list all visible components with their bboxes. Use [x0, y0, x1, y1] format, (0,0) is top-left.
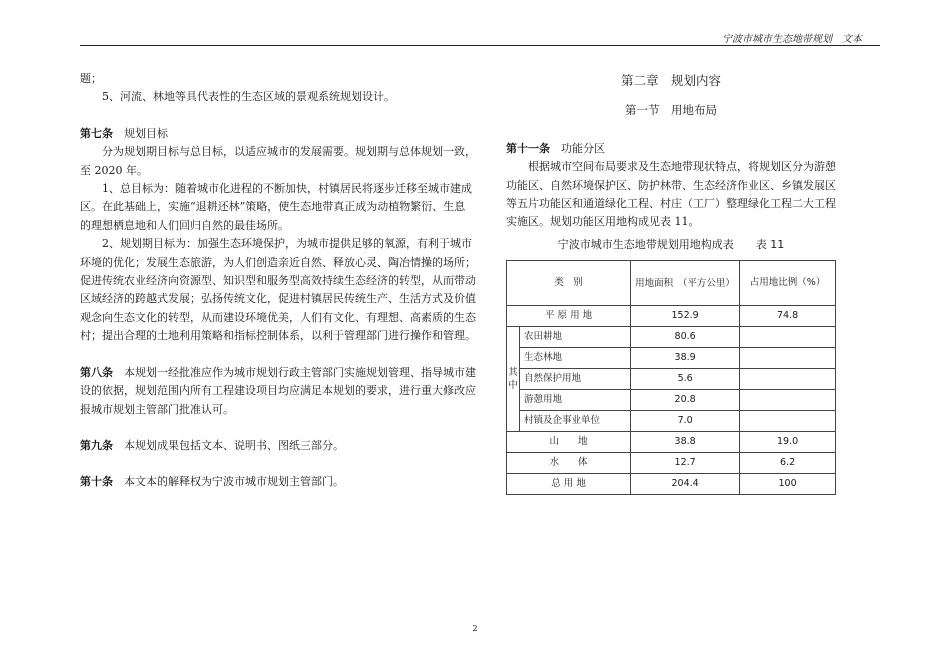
sub-row-label: 农田耕地 [520, 327, 631, 348]
table-row [507, 369, 836, 390]
header-ratio: 占用地比例（%） [740, 261, 836, 306]
table-row [507, 306, 836, 327]
sub-row-area: 38.9 [631, 348, 740, 369]
row-plain-ratio: 74.8 [740, 306, 836, 327]
section-title: 第一节 用地布局 [625, 103, 717, 118]
sub-row-label: 自然保护用地 [520, 369, 631, 390]
sub-row-ratio-empty [740, 390, 836, 411]
row-total-ratio: 100 [740, 474, 836, 495]
sub-row-label: 生态林地 [520, 348, 631, 369]
sub-row-label: 村镇及企事业单位 [520, 411, 631, 432]
sub-row-area: 20.8 [631, 390, 740, 411]
table-row [507, 432, 836, 453]
article-10-text: 本文本的解释权为宁波市城市规划主管部门。 [124, 475, 344, 489]
row-water-label: 水 体 [507, 453, 631, 474]
row-plain-label: 平 原 用 地 [507, 306, 631, 327]
header-category: 类 别 [507, 261, 631, 306]
land-use-table [506, 260, 836, 495]
table-row [507, 348, 836, 369]
row-mountain-area: 38.8 [631, 432, 740, 453]
article-10-title: 第十条 [80, 475, 113, 489]
table-row [507, 390, 836, 411]
sub-row-area: 7.0 [631, 411, 740, 432]
article-8-text: 本规划一经批准应作为城市规划行政主管部门实施规划管理、指导城市建设的依据，规划范围内所有工程建设项目均应满足本规划的要求，进行重大修改应报城市规划主管部门批准认可。 [80, 365, 476, 416]
article-7-heading [80, 125, 476, 143]
page-number: 2 [472, 624, 478, 633]
table-caption: 宁波市城市生态地带规划用地构成表 表 11 [557, 237, 785, 251]
sub-row-ratio-empty [740, 327, 836, 348]
sub-row-ratio-empty [740, 411, 836, 432]
article-7-para-2: 1、总目标为：随着城市化进程的不断加快，村镇居民将逐步迁移至城市建成区。在此基础上，实施“退耕还林”策略，使生态地带真正成为动植物繁衍、生息的理想栖息地和人们回归自然的最佳场所。 [80, 182, 472, 232]
article-9-title: 第九条 [80, 438, 113, 452]
article-11-title: 第十一条 [506, 141, 550, 155]
article-9-text: 本规划成果包括文本、说明书、图纸三部分。 [124, 438, 344, 452]
sub-row-area: 80.6 [631, 327, 740, 348]
right-column [506, 70, 836, 495]
article-10 [80, 473, 476, 491]
row-total-label: 总 用 地 [507, 474, 631, 495]
header-rule [80, 45, 880, 46]
row-mountain-label: 山 地 [507, 432, 631, 453]
table-row [507, 411, 836, 432]
article-7-title: 第七条 [80, 126, 113, 140]
table-row [507, 453, 836, 474]
sub-row-area: 5.6 [631, 369, 740, 390]
running-header: 宁波市城市生态地带规划 文本 [722, 34, 862, 45]
article-8-title: 第八条 [80, 365, 113, 379]
article-7-para-1: 分为规划期目标与总目标，以适应城市的发展需要。规划期与总体规划一致，至 2020 年。 [80, 145, 476, 177]
item-5: 5、河流、林地等具代表性的生态区域的景观系统规划设计。 [102, 90, 395, 104]
row-total-area: 204.4 [631, 474, 740, 495]
table-row [507, 474, 836, 495]
article-11-subject: 功能分区 [561, 141, 605, 155]
table-header-row [507, 261, 836, 306]
left-column [80, 70, 476, 492]
sub-group-label: 其中 [507, 327, 520, 432]
article-11-heading [506, 140, 836, 158]
sub-row-label: 游憩用地 [520, 390, 631, 411]
table-row [507, 327, 836, 348]
article-11-text: 根据城市空间布局要求及生态地带现状特点，将规划区分为游憩功能区、自然环境保护区、防护林带、生态经济作业区、乡镇发展区等五片功能区和通道绿化工程、村庄（工厂）整理绿化工程二大工程实施区。规划功能区用地构成见表 11。 [506, 160, 836, 229]
article-9 [80, 437, 476, 455]
row-plain-area: 152.9 [631, 306, 740, 327]
sub-row-ratio-empty [740, 348, 836, 369]
header-area: 用地面积 （平方公里） [631, 261, 740, 306]
row-water-ratio: 6.2 [740, 453, 836, 474]
row-mountain-ratio: 19.0 [740, 432, 836, 453]
chapter-title: 第二章 规划内容 [620, 73, 721, 88]
row-water-area: 12.7 [631, 453, 740, 474]
article-8 [80, 364, 476, 419]
continuation-text: 题； [80, 72, 102, 85]
article-7-para-3: 2、规划期目标为：加强生态环境保护，为城市提供足够的氧源，有利于城市环境的优化；发展生态旅游，为人们创造亲近自然、释放心灵、陶冶情操的场所；促进传统农业经济向资源型、知识型和服务型高效持续生态经济的转型，从而带动区域经济的跨越式发展；弘扬传统文化，促进村镇居民传统生产、生活方式及价值观念向生态文化的转型，从而建设环境优美，人们有文化、有理想、高素质的生态村；提出合理的土地利用策略和指标控制体系，以利于管理部门进行操作和管理。 [80, 237, 476, 343]
sub-row-ratio-empty [740, 369, 836, 390]
article-7-subject: 规划目标 [124, 126, 168, 140]
